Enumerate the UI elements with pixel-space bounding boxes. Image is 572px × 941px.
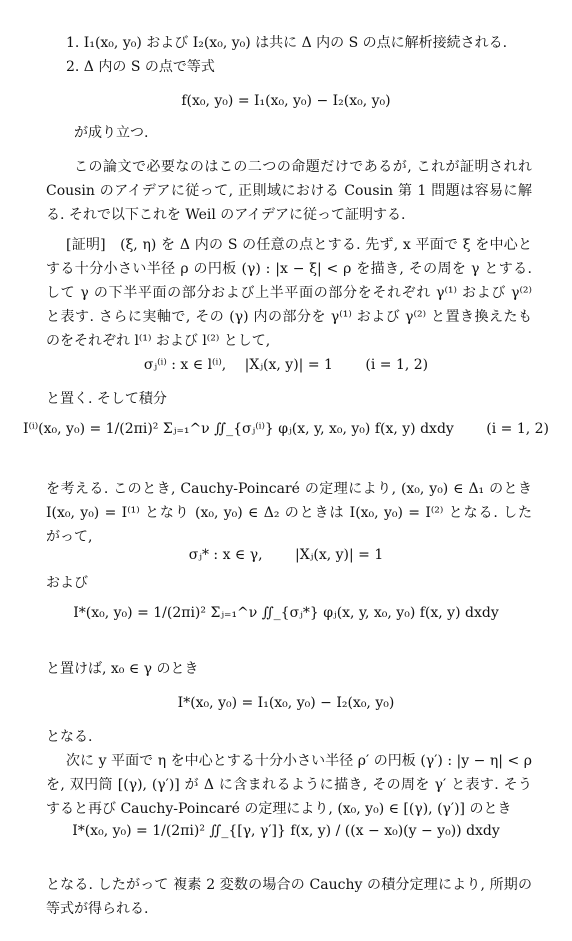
paragraph-line: この論文で必要なのはこの二つの命題だけであるが, これが証明されれ xyxy=(74,159,532,175)
equation-integral-i: I⁽ⁱ⁾(x₀, y₀) = 1/(2πi)² Σⱼ₌₁^ν ∬_{σⱼ⁽ⁱ⁾} φⱼ(x, y, x₀, y₀) f(x, y) dxdy (i = 1, 2) xyxy=(22,421,550,437)
paragraph-line: となる. したがって 複素 2 変数の場合の Cauchy の積分定理により, 所期の xyxy=(46,877,532,893)
text-line: がって, xyxy=(46,529,93,545)
proof-line: する十分小さい半径 ρ の円板 (γ) : |x − ξ| < ρ を描き, その周を γ とする. xyxy=(46,261,532,277)
paragraph-line: 次に y 平面で η を中心とする十分小さい半径 ρ′ の円板 (γ′) : |y − η| < ρ xyxy=(66,753,532,769)
proof-line: [証明] (ξ, η) を Δ 内の S の任意の点とする. 先ず, x 平面で ξ を中心と xyxy=(66,237,532,253)
equation-sigma-star: σⱼ* : x ∈ γ, |Xⱼ(x, y)| = 1 xyxy=(188,547,384,563)
text-line: および xyxy=(46,575,88,591)
equation-cauchy: I*(x₀, y₀) = 1/(2πi)² ∬_{[γ, γ′]} f(x, y) / ((x − x₀)(y − y₀)) dxdy xyxy=(72,823,500,839)
text-line: と置く. そして積分 xyxy=(46,391,167,407)
text-line: I(x₀, y₀) = I⁽¹⁾ となり (x₀, y₀) ∈ Δ₂ のときは I(x₀, y₀) = I⁽²⁾ となる. した xyxy=(46,505,532,521)
equation-f: f(x₀, y₀) = I₁(x₀, y₀) − I₂(x₀, y₀) xyxy=(181,93,391,109)
proof-line: して γ の下半平面の部分および上半平面の部分をそれぞれ γ⁽¹⁾ および γ⁽²⁾ xyxy=(46,285,532,301)
text-line: と置けば, x₀ ∈ γ のとき xyxy=(46,661,199,677)
paragraph-line: すると再び Cauchy-Poincaré の定理により, (x₀, y₀) ∈ [(γ), (γ′)] のとき xyxy=(46,801,512,817)
equation-i-star: I*(x₀, y₀) = I₁(x₀, y₀) − I₂(x₀, y₀) xyxy=(177,695,395,711)
paragraph-line: Cousin のアイデアに従って, 正則域における Cousin 第 1 問題は容易に解 xyxy=(46,183,532,199)
item-2: 2. Δ 内の S の点で等式 xyxy=(66,59,215,75)
item-1: 1. I₁(x₀, y₀) および I₂(x₀, y₀) は共に Δ 内の S の点に解析接続される. xyxy=(66,35,508,51)
text-line: を考える. このとき, Cauchy-Poincaré の定理により, (x₀, y₀) ∈ Δ₁ のとき xyxy=(46,481,532,497)
paragraph-line: る. それで以下これを Weil のアイデアに従って証明する. xyxy=(46,207,406,223)
proof-line: と表す. さらに実軸で, その (γ) 内の部分を γ⁽¹⁾ および γ⁽²⁾ と置き換えたも xyxy=(46,309,532,325)
text-line: が成り立つ. xyxy=(74,125,149,141)
text-line: となる. xyxy=(46,729,93,745)
equation-sigma-i: σⱼ⁽ⁱ⁾ : x ∈ l⁽ⁱ⁾, |Xⱼ(x, y)| = 1 (i = 1, 2) xyxy=(143,357,429,373)
proof-line: のをそれぞれ l⁽¹⁾ および l⁽²⁾ として, xyxy=(46,333,271,349)
equation-integral-star: I*(x₀, y₀) = 1/(2πi)² Σⱼ₌₁^ν ∬_{σⱼ*} φⱼ(x, y, x₀, y₀) f(x, y) dxdy xyxy=(73,605,499,621)
paragraph-line: を, 双円筒 [(γ), (γ′)] が Δ に含まれるように描き, その周を γ′ と表す. そう xyxy=(46,777,532,793)
paragraph-line: 等式が得られる. xyxy=(46,901,149,917)
